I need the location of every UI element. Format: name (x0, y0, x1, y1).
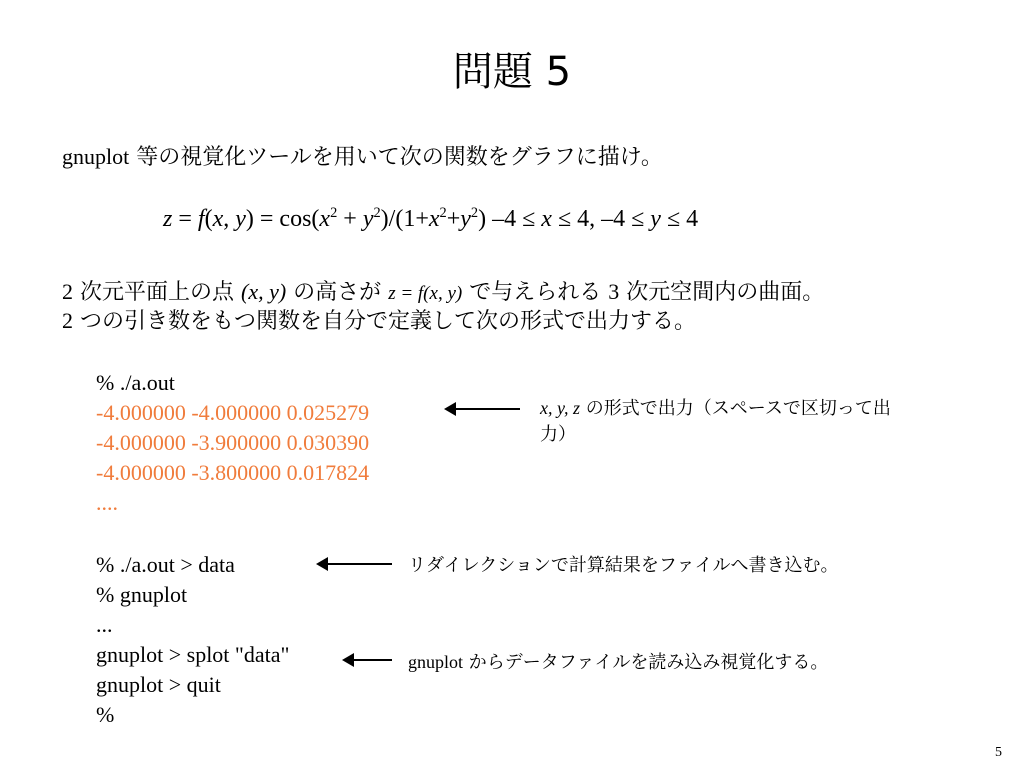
arrow-left-icon (444, 402, 520, 416)
command-block (96, 550, 290, 730)
program-output-block (96, 368, 369, 518)
arrow-left-icon (342, 653, 392, 667)
output-row: .... (96, 490, 118, 515)
note-visualize: gnuplot からデータファイルを読み込み視覚化する。 (408, 652, 829, 673)
command-line: gnuplot > quit (96, 672, 221, 697)
command-line: gnuplot > splot "data" (96, 642, 290, 667)
command-line: % gnuplot (96, 582, 188, 607)
description-line-2: 2 つの引き数をもつ関数を自分で定義して次の形式で出力する。 (62, 308, 696, 334)
page-title: 問題 5 (452, 49, 572, 95)
command-line: % ./a.out > data (96, 552, 235, 577)
command-line: ... (96, 612, 113, 637)
command-line: % (96, 702, 115, 727)
formula: z = f(x, $y) = \cos(x^2 + y^2)/(1+x^2+y^2) -4 \le x \le 4$, –4 ≤ y ≤ 4 (163, 205, 699, 232)
output-row: -4.000000 -4.000000 0.025279 (96, 400, 370, 425)
intro-text: gnuplot 等の視覚化ツールを用いて次の関数をグラフに描け。 (62, 144, 663, 170)
arrow-left-icon (316, 557, 392, 571)
output-command: % ./a.out (96, 370, 175, 395)
output-row: -4.000000 -3.900000 0.030390 (96, 430, 370, 455)
page-number: 5 (995, 745, 1002, 760)
description-line-1: 2 次元平面上の点 (x, y) の高さが z = f(x, y) で与えられる 3 次元空間内の曲面。 (62, 279, 825, 305)
output-row: -4.000000 -3.800000 0.017824 (96, 460, 370, 485)
note-redirection: リダイレクションで計算結果をファイルへ書き込む。 (408, 555, 839, 576)
note-output-format: x, y, z の形式で出力（スペースで区切って出 力） (540, 398, 891, 445)
tool-name: gnuplot (62, 144, 130, 169)
